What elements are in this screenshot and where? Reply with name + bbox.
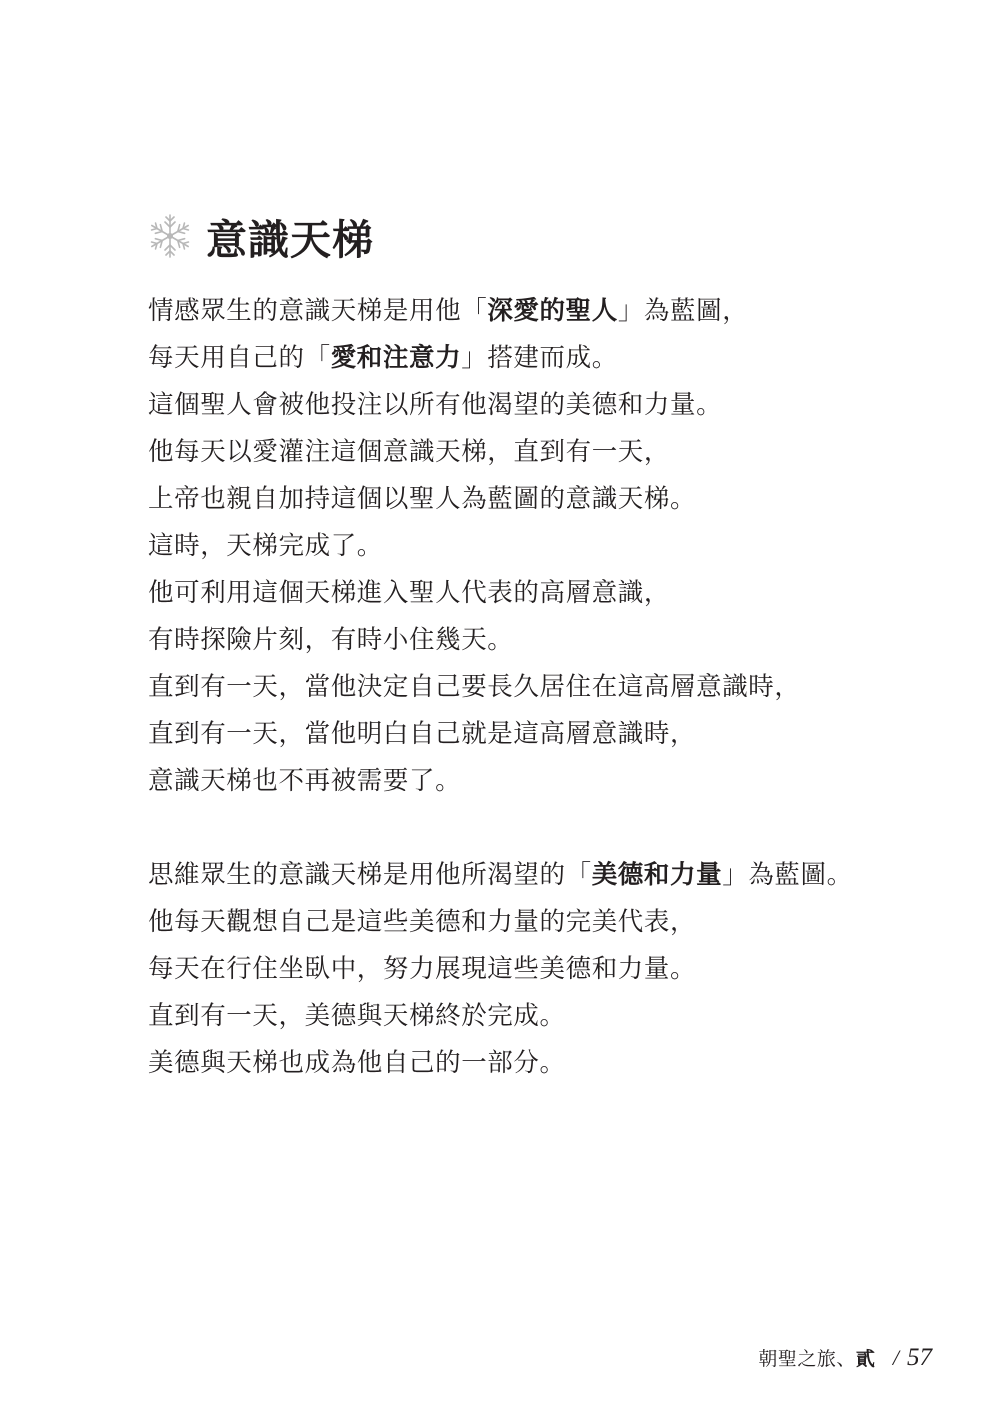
paragraph-1-line-11: 意識天梯也不再被需要了。: [148, 766, 462, 796]
running-footer-volume: 貳: [855, 1348, 875, 1370]
paragraph-2-line-4: 直到有一天，美德與天梯終於完成。: [148, 1001, 566, 1031]
page-footer: [758, 1344, 932, 1374]
bold-phrase: 美德和力量: [591, 860, 723, 890]
paragraph-2-line-5: 美德與天梯也成為他自己的一部分。: [148, 1048, 566, 1078]
paragraph-2-line-2: 他每天觀想自己是這些美德和力量的完美代表，: [148, 907, 697, 937]
snowflake-icon: [146, 212, 194, 260]
paragraph-1-line-1: 情感眾生的意識天梯是用他「深愛的聖人」為藍圖，: [148, 296, 749, 326]
paragraph-1-line-2: 每天用自己的「愛和注意力」搭建而成。: [148, 343, 618, 373]
paragraph-1-line-7: 他可利用這個天梯進入聖人代表的高層意識，: [148, 578, 671, 608]
paragraph-spacer: [148, 805, 968, 852]
paragraph-1-line-3: 這個聖人會被他投注以所有他渴望的美德和力量。: [148, 390, 723, 420]
bold-phrase: 深愛的聖人: [487, 296, 618, 326]
paragraph-1-line-5: 上帝也親自加持這個以聖人為藍圖的意識天梯。: [148, 484, 697, 514]
running-footer-title: 朝聖之旅、: [758, 1348, 856, 1370]
section-heading: [146, 204, 374, 268]
bold-phrase: 愛和注意力: [330, 343, 462, 373]
paragraph-1-line-9: 直到有一天，當他決定自己要長久居住在這高層意識時，: [148, 672, 801, 702]
page-number: 57: [907, 1344, 932, 1371]
paragraph-1-line-8: 有時探險片刻，有時小住幾天。: [148, 625, 514, 655]
paragraph-2-line-3: 每天在行住坐臥中，努力展現這些美德和力量。: [148, 954, 697, 984]
paragraph-2-line-1: 思維眾生的意識天梯是用他所渴望的「美德和力量」為藍圖。: [148, 860, 853, 890]
page-title: 意識天梯: [206, 215, 374, 264]
body-text: [148, 288, 968, 1087]
paragraph-1-line-4: 他每天以愛灌注這個意識天梯，直到有一天，: [148, 437, 671, 467]
paragraph-1-line-10: 直到有一天，當他明白自己就是這高層意識時，: [148, 719, 697, 749]
footer-separator: /: [892, 1345, 899, 1370]
paragraph-1-line-6: 這時，天梯完成了。: [148, 531, 383, 561]
